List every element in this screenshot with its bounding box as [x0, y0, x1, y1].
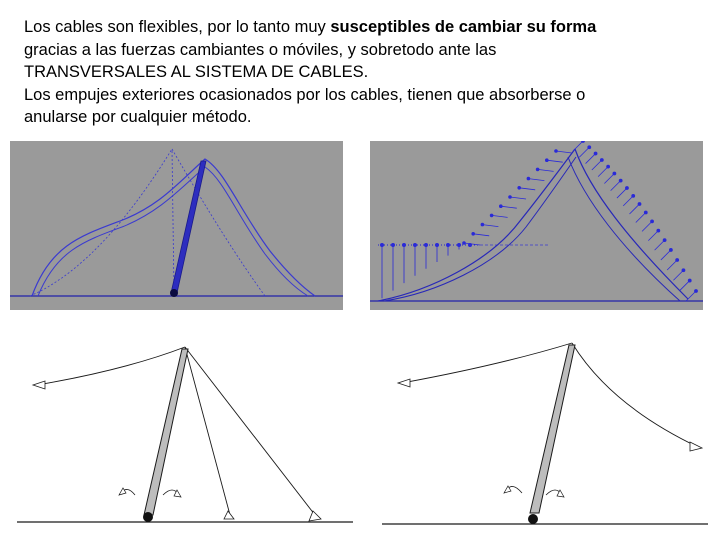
- load-arrow-head: [582, 141, 585, 143]
- load-arrow-head: [688, 279, 691, 282]
- rotation-arrowhead-left: [119, 488, 126, 495]
- mast-rotation-diagram-right: [380, 335, 710, 530]
- load-arrow-head: [391, 243, 394, 246]
- mast: [144, 349, 188, 515]
- cable-left: [402, 343, 572, 383]
- load-arrow-head: [607, 165, 610, 168]
- load-arrow-head: [695, 290, 698, 293]
- text-line-2: gracias a las fuerzas cambiantes o móviles, y sobretodo ante las: [24, 40, 497, 59]
- load-arrow-head: [472, 232, 475, 235]
- load-arrow-head: [657, 229, 660, 232]
- load-arrow-head: [600, 159, 603, 162]
- load-arrow-head: [651, 220, 654, 223]
- load-arrow-head: [663, 239, 666, 242]
- anchor-marker-mid: [224, 511, 234, 519]
- load-arrow-head: [380, 243, 383, 246]
- description-text: [24, 16, 704, 129]
- cable-right-short: [185, 347, 230, 515]
- mast-base-joint: [528, 514, 538, 524]
- cable-left: [37, 347, 185, 385]
- mast-rotation-diagram-left: [15, 335, 355, 530]
- load-arrow-head: [424, 243, 427, 246]
- load-arrow-head: [490, 214, 493, 217]
- load-arrow-head: [463, 242, 466, 245]
- load-arrow-head: [457, 243, 460, 246]
- text-line-4: Los empujes exteriores ocasionados por los cables, tienen que absorberse o: [24, 85, 586, 104]
- load-arrow-head: [632, 194, 635, 197]
- load-arrow-head: [555, 150, 558, 153]
- mast-base-joint: [143, 512, 153, 522]
- load-arrow-head: [402, 243, 405, 246]
- anchor-marker-right: [690, 442, 702, 451]
- load-arrow-head: [682, 269, 685, 272]
- text-line-1: [24, 16, 704, 39]
- anchor-marker-right: [309, 511, 321, 521]
- load-arrow-head: [588, 146, 591, 149]
- text-line-5: anularse por cualquier método.: [24, 108, 252, 126]
- load-arrow-head: [676, 259, 679, 262]
- anchor-marker-left: [398, 379, 410, 387]
- text-line-3: TRANSVERSALES AL SISTEMA DE CABLES.: [24, 63, 369, 81]
- cable-deformation-panel: [10, 141, 343, 310]
- load-arrow-head: [638, 203, 641, 206]
- load-arrow-head: [499, 205, 502, 208]
- text-line-1-bold: susceptibles de cambiar su forma: [330, 18, 597, 36]
- load-arrow-head: [594, 152, 597, 155]
- cable-right: [572, 343, 698, 447]
- cable-right-long: [185, 347, 315, 515]
- load-arrow-head: [619, 179, 622, 182]
- mast: [530, 345, 575, 513]
- load-arrow-head: [518, 186, 521, 189]
- panel-background: [370, 141, 703, 310]
- load-arrow-head: [413, 243, 416, 246]
- load-arrow-head: [536, 168, 539, 171]
- load-arrow-head: [545, 159, 548, 162]
- text-line-1-regular: Los cables son flexibles, por lo tanto muy: [24, 18, 331, 36]
- load-arrow-head: [446, 243, 449, 246]
- mast-base-joint: [170, 289, 178, 297]
- load-arrow-head: [669, 248, 672, 251]
- load-arrow-head: [527, 177, 530, 180]
- load-arrow-head: [644, 211, 647, 214]
- load-arrow-head: [435, 243, 438, 246]
- load-arrow-head: [625, 187, 628, 190]
- wind-load-panel: [370, 141, 703, 310]
- load-arrow-head: [509, 196, 512, 199]
- load-arrow-head: [481, 223, 484, 226]
- load-arrow-head: [613, 172, 616, 175]
- anchor-marker-left: [33, 381, 45, 389]
